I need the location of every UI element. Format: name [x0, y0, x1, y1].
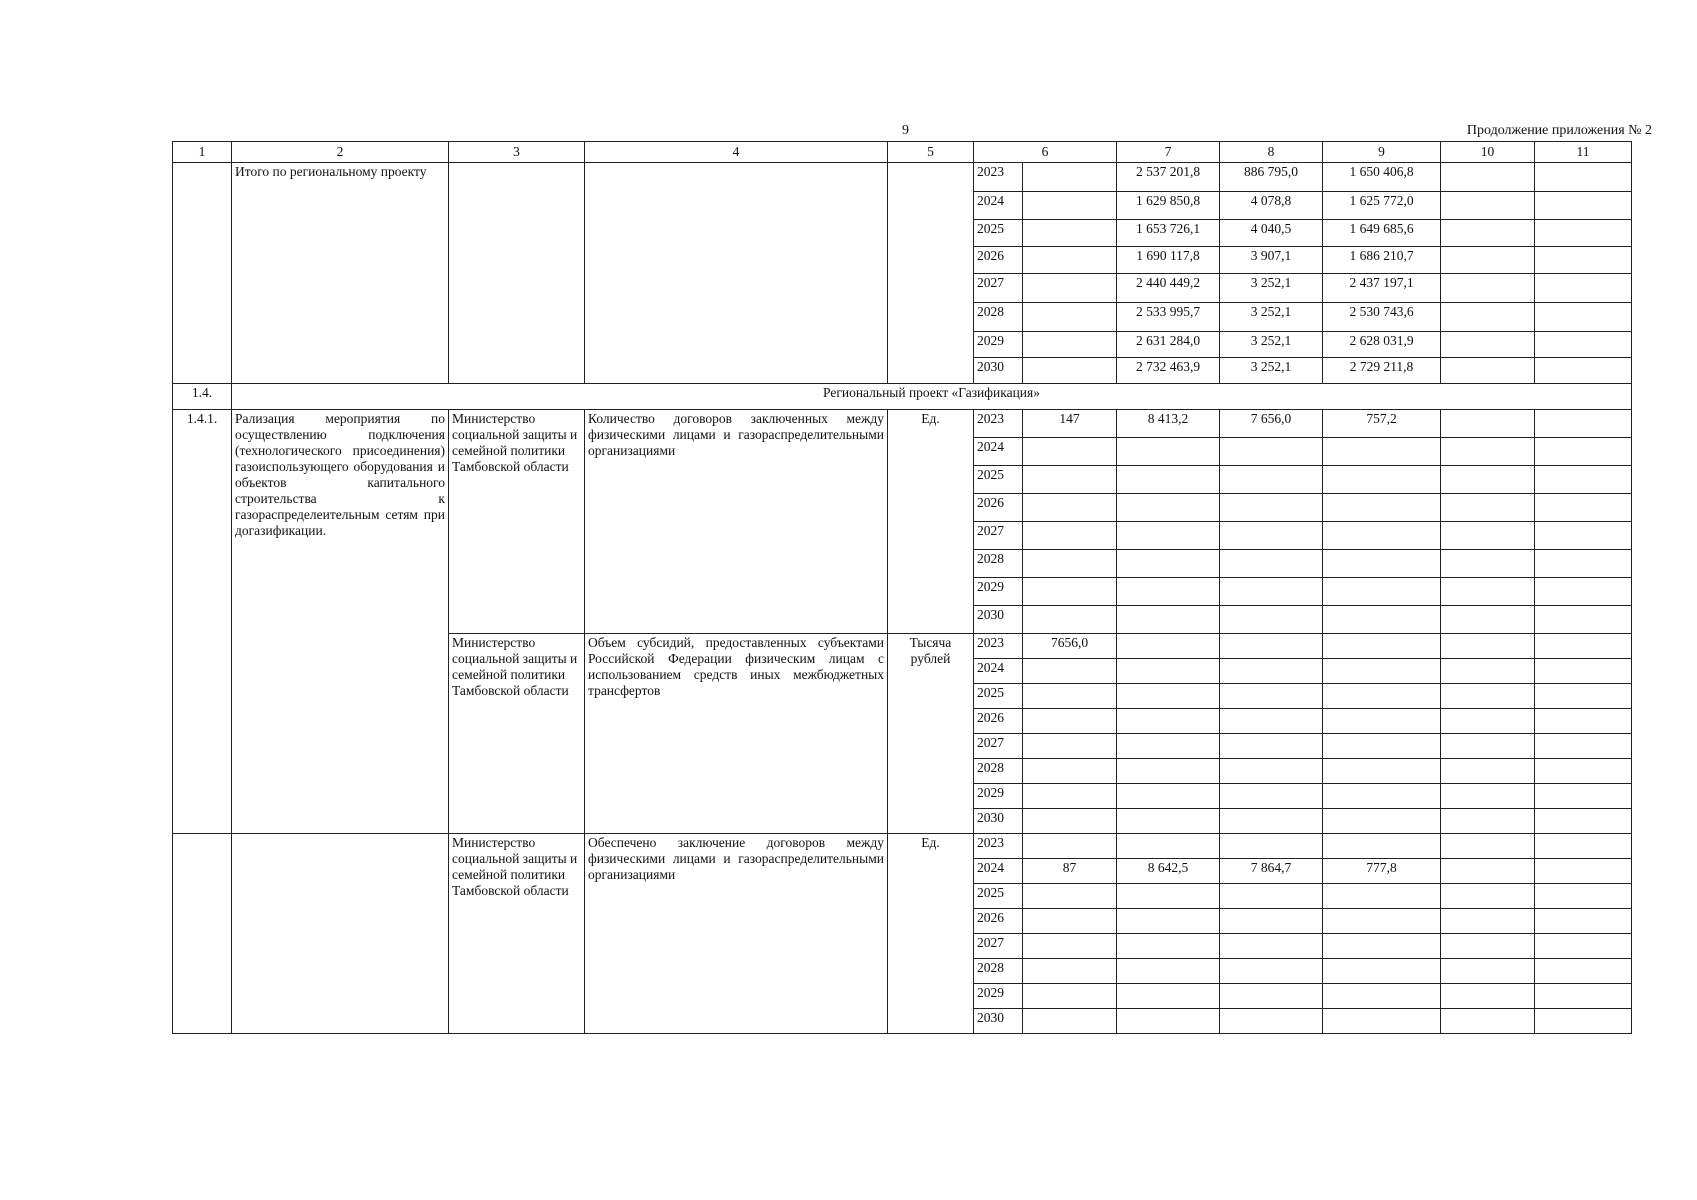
value-cell-c6 — [1023, 163, 1117, 192]
value-cell-c6: 87 — [1023, 859, 1117, 884]
value-cell-c9 — [1323, 884, 1441, 909]
value-cell-c11 — [1535, 438, 1632, 466]
value-cell-c8 — [1220, 606, 1323, 634]
value-cell-c10 — [1441, 634, 1535, 659]
year-cell: 2030 — [974, 809, 1023, 834]
table-body — [173, 142, 1632, 1034]
header-cell: 3 — [449, 142, 585, 163]
value-cell-c6 — [1023, 303, 1117, 332]
value-cell-c7 — [1117, 550, 1220, 578]
summary-row — [173, 163, 1632, 192]
value-cell-c10 — [1441, 522, 1535, 550]
value-cell-c6 — [1023, 247, 1117, 274]
year-cell: 2023 — [974, 834, 1023, 859]
year-cell: 2025 — [974, 884, 1023, 909]
value-cell-c11 — [1535, 734, 1632, 759]
value-cell-c9 — [1323, 684, 1441, 709]
value-cell-c11 — [1535, 809, 1632, 834]
value-cell-c6 — [1023, 934, 1117, 959]
value-cell-c10 — [1441, 934, 1535, 959]
value-cell-c10 — [1441, 220, 1535, 247]
value-cell-c9 — [1323, 809, 1441, 834]
year-cell: 2025 — [974, 220, 1023, 247]
value-cell-c9 — [1323, 659, 1441, 684]
value-cell-c7: 2 533 995,7 — [1117, 303, 1220, 332]
value-cell-c9 — [1323, 984, 1441, 1009]
value-cell-c10 — [1441, 959, 1535, 984]
indicator-cell: Количество договоров заключенных между физическими лицами и газораспределительными организациями — [585, 410, 888, 634]
value-cell-c11 — [1535, 247, 1632, 274]
value-cell-c9 — [1323, 959, 1441, 984]
value-cell-c10 — [1441, 550, 1535, 578]
value-cell-c6: 7656,0 — [1023, 634, 1117, 659]
value-cell-c9 — [1323, 759, 1441, 784]
value-cell-c9 — [1323, 709, 1441, 734]
value-cell-c7 — [1117, 784, 1220, 809]
value-cell-c8 — [1220, 909, 1323, 934]
year-cell: 2024 — [974, 659, 1023, 684]
value-cell-c7 — [1117, 522, 1220, 550]
header-row — [173, 142, 1632, 163]
value-cell-c7: 2 440 449,2 — [1117, 274, 1220, 303]
value-cell-c11 — [1535, 163, 1632, 192]
value-cell-c6 — [1023, 1009, 1117, 1034]
value-cell-c7 — [1117, 1009, 1220, 1034]
value-cell-c11 — [1535, 984, 1632, 1009]
value-cell-c7 — [1117, 884, 1220, 909]
value-cell-c10 — [1441, 578, 1535, 606]
value-cell-c6 — [1023, 909, 1117, 934]
value-cell-c7: 2 631 284,0 — [1117, 332, 1220, 358]
value-cell-c11 — [1535, 220, 1632, 247]
value-cell-c9 — [1323, 578, 1441, 606]
value-cell-c10 — [1441, 784, 1535, 809]
value-cell-c7 — [1117, 466, 1220, 494]
year-cell: 2023 — [974, 410, 1023, 438]
year-cell: 2026 — [974, 709, 1023, 734]
year-cell: 2029 — [974, 984, 1023, 1009]
value-cell-c11 — [1535, 1009, 1632, 1034]
value-cell-c7: 2 732 463,9 — [1117, 358, 1220, 384]
program-table — [172, 141, 1632, 1034]
value-cell-c6 — [1023, 984, 1117, 1009]
value-cell-c10 — [1441, 909, 1535, 934]
value-cell-c10 — [1441, 438, 1535, 466]
header-cell: 11 — [1535, 142, 1632, 163]
year-cell: 2023 — [974, 163, 1023, 192]
value-cell-c10 — [1441, 834, 1535, 859]
continuation-note: Продолжение приложения № 2 — [1466, 123, 1652, 138]
value-cell-c9: 2 628 031,9 — [1323, 332, 1441, 358]
value-cell-c11 — [1535, 606, 1632, 634]
value-cell-c10 — [1441, 466, 1535, 494]
value-cell-c8 — [1220, 884, 1323, 909]
value-cell-c8 — [1220, 578, 1323, 606]
value-cell-c9: 1 650 406,8 — [1323, 163, 1441, 192]
item-number-cell — [173, 834, 232, 1034]
value-cell-c8 — [1220, 494, 1323, 522]
value-cell-c7 — [1117, 759, 1220, 784]
value-cell-c8: 3 252,1 — [1220, 274, 1323, 303]
header-cell: 7 — [1117, 142, 1220, 163]
value-cell-c6 — [1023, 684, 1117, 709]
year-cell: 2027 — [974, 522, 1023, 550]
indicator-row — [173, 410, 1632, 438]
executor-cell: Министерство социальной защиты и семейной политики Тамбовской области — [449, 634, 585, 834]
value-cell-c11 — [1535, 358, 1632, 384]
header-cell: 1 — [173, 142, 232, 163]
value-cell-c9 — [1323, 734, 1441, 759]
year-cell: 2028 — [974, 303, 1023, 332]
value-cell-c7: 8 642,5 — [1117, 859, 1220, 884]
value-cell-c6 — [1023, 358, 1117, 384]
value-cell-c9 — [1323, 784, 1441, 809]
value-cell-c9: 777,8 — [1323, 859, 1441, 884]
value-cell-c6 — [1023, 659, 1117, 684]
value-cell-c8 — [1220, 1009, 1323, 1034]
value-cell-c11 — [1535, 884, 1632, 909]
year-cell: 2030 — [974, 358, 1023, 384]
value-cell-c11 — [1535, 834, 1632, 859]
value-cell-c8 — [1220, 934, 1323, 959]
year-cell: 2026 — [974, 909, 1023, 934]
year-cell: 2028 — [974, 759, 1023, 784]
value-cell-c11 — [1535, 410, 1632, 438]
value-cell-c9: 2 729 211,8 — [1323, 358, 1441, 384]
value-cell-c7 — [1117, 834, 1220, 859]
value-cell-c10 — [1441, 984, 1535, 1009]
value-cell-c10 — [1441, 659, 1535, 684]
year-cell: 2027 — [974, 274, 1023, 303]
year-cell: 2024 — [974, 859, 1023, 884]
value-cell-c8: 7 864,7 — [1220, 859, 1323, 884]
value-cell-c10 — [1441, 684, 1535, 709]
value-cell-c6 — [1023, 494, 1117, 522]
value-cell-c8: 3 252,1 — [1220, 303, 1323, 332]
year-cell: 2029 — [974, 578, 1023, 606]
indicator-row — [173, 834, 1632, 859]
year-cell: 2024 — [974, 192, 1023, 220]
item-number: 1.4.1. — [173, 410, 232, 834]
year-cell: 2028 — [974, 959, 1023, 984]
value-cell-c8 — [1220, 734, 1323, 759]
year-cell: 2030 — [974, 1009, 1023, 1034]
value-cell-c7 — [1117, 709, 1220, 734]
value-cell-c11 — [1535, 466, 1632, 494]
unit-cell: Ед. — [888, 410, 974, 634]
value-cell-c10 — [1441, 247, 1535, 274]
summary-label: Итого по региональному проекту — [232, 163, 449, 384]
value-cell-c6 — [1023, 884, 1117, 909]
header-cell: 5 — [888, 142, 974, 163]
value-cell-c7 — [1117, 578, 1220, 606]
value-cell-c11 — [1535, 550, 1632, 578]
value-cell-c9: 2 437 197,1 — [1323, 274, 1441, 303]
value-cell-c7 — [1117, 984, 1220, 1009]
value-cell-c7: 1 690 117,8 — [1117, 247, 1220, 274]
value-cell-c11 — [1535, 934, 1632, 959]
summary-number-cell — [173, 163, 232, 384]
value-cell-c8 — [1220, 684, 1323, 709]
value-cell-c6 — [1023, 466, 1117, 494]
value-cell-c9 — [1323, 494, 1441, 522]
value-cell-c9: 1 625 772,0 — [1323, 192, 1441, 220]
value-cell-c8 — [1220, 809, 1323, 834]
value-cell-c8: 3 252,1 — [1220, 332, 1323, 358]
value-cell-c11 — [1535, 759, 1632, 784]
header-cell: 10 — [1441, 142, 1535, 163]
value-cell-c9: 757,2 — [1323, 410, 1441, 438]
value-cell-c7 — [1117, 734, 1220, 759]
value-cell-c10 — [1441, 358, 1535, 384]
value-cell-c6 — [1023, 192, 1117, 220]
value-cell-c9: 1 649 685,6 — [1323, 220, 1441, 247]
value-cell-c9 — [1323, 438, 1441, 466]
header-cell: 6 — [974, 142, 1117, 163]
year-cell: 2027 — [974, 734, 1023, 759]
value-cell-c7 — [1117, 606, 1220, 634]
value-cell-c7 — [1117, 684, 1220, 709]
item-description: Рализация мероприятия по осуществлению подключения (технологического присоединения) газоиспользующего оборудования и объектов капитального строительства к газораспределеительным сетям при догазификации. — [232, 410, 449, 834]
value-cell-c6 — [1023, 834, 1117, 859]
value-cell-c9 — [1323, 934, 1441, 959]
value-cell-c10 — [1441, 759, 1535, 784]
value-cell-c6 — [1023, 709, 1117, 734]
indicator-cell: Обеспечено заключение договоров между физическими лицами и газораспределительными организациями — [585, 834, 888, 1034]
year-cell: 2029 — [974, 784, 1023, 809]
value-cell-c7 — [1117, 494, 1220, 522]
value-cell-c8 — [1220, 466, 1323, 494]
year-cell: 2025 — [974, 466, 1023, 494]
section-number: 1.4. — [173, 384, 232, 410]
value-cell-c6 — [1023, 809, 1117, 834]
value-cell-c8 — [1220, 438, 1323, 466]
value-cell-c6: 147 — [1023, 410, 1117, 438]
year-cell: 2029 — [974, 332, 1023, 358]
value-cell-c11 — [1535, 909, 1632, 934]
value-cell-c10 — [1441, 734, 1535, 759]
summary-executor-cell — [449, 163, 585, 384]
value-cell-c6 — [1023, 522, 1117, 550]
value-cell-c6 — [1023, 734, 1117, 759]
year-cell: 2023 — [974, 634, 1023, 659]
value-cell-c6 — [1023, 759, 1117, 784]
value-cell-c7 — [1117, 909, 1220, 934]
value-cell-c10 — [1441, 410, 1535, 438]
unit-cell: Ед. — [888, 834, 974, 1034]
header-cell: 4 — [585, 142, 888, 163]
value-cell-c11 — [1535, 859, 1632, 884]
value-cell-c9 — [1323, 550, 1441, 578]
value-cell-c11 — [1535, 332, 1632, 358]
header-cell: 2 — [232, 142, 449, 163]
value-cell-c8: 3 252,1 — [1220, 358, 1323, 384]
header-cell: 9 — [1323, 142, 1441, 163]
value-cell-c11 — [1535, 192, 1632, 220]
value-cell-c7: 1 653 726,1 — [1117, 220, 1220, 247]
value-cell-c9 — [1323, 1009, 1441, 1034]
value-cell-c6 — [1023, 606, 1117, 634]
executor-cell: Министерство социальной защиты и семейной политики Тамбовской области — [449, 410, 585, 634]
value-cell-c10 — [1441, 274, 1535, 303]
summary-unit-cell — [888, 163, 974, 384]
value-cell-c10 — [1441, 809, 1535, 834]
value-cell-c10 — [1441, 884, 1535, 909]
value-cell-c9 — [1323, 634, 1441, 659]
value-cell-c10 — [1441, 1009, 1535, 1034]
value-cell-c7 — [1117, 634, 1220, 659]
summary-indicator-cell — [585, 163, 888, 384]
value-cell-c8: 3 907,1 — [1220, 247, 1323, 274]
value-cell-c10 — [1441, 303, 1535, 332]
value-cell-c8 — [1220, 984, 1323, 1009]
year-cell: 2027 — [974, 934, 1023, 959]
year-cell: 2024 — [974, 438, 1023, 466]
value-cell-c10 — [1441, 163, 1535, 192]
value-cell-c7 — [1117, 809, 1220, 834]
value-cell-c8 — [1220, 550, 1323, 578]
value-cell-c7 — [1117, 934, 1220, 959]
year-cell: 2025 — [974, 684, 1023, 709]
section-title: Региональный проект «Газификация» — [232, 384, 1632, 410]
value-cell-c7: 1 629 850,8 — [1117, 192, 1220, 220]
value-cell-c6 — [1023, 438, 1117, 466]
indicator-cell: Объем субсидий, предоставленных субъектами Российской Федерации физическим лицам с использованием средств иных межбюджетных трансфертов — [585, 634, 888, 834]
value-cell-c9 — [1323, 606, 1441, 634]
value-cell-c9 — [1323, 834, 1441, 859]
value-cell-c8 — [1220, 959, 1323, 984]
year-cell: 2028 — [974, 550, 1023, 578]
value-cell-c8: 886 795,0 — [1220, 163, 1323, 192]
year-cell: 2026 — [974, 247, 1023, 274]
value-cell-c10 — [1441, 859, 1535, 884]
value-cell-c11 — [1535, 784, 1632, 809]
value-cell-c11 — [1535, 274, 1632, 303]
value-cell-c8: 4 040,5 — [1220, 220, 1323, 247]
value-cell-c6 — [1023, 332, 1117, 358]
value-cell-c6 — [1023, 220, 1117, 247]
value-cell-c10 — [1441, 332, 1535, 358]
value-cell-c7 — [1117, 659, 1220, 684]
value-cell-c8: 7 656,0 — [1220, 410, 1323, 438]
value-cell-c6 — [1023, 550, 1117, 578]
page-number: 9 — [902, 123, 909, 138]
item-description-cell — [232, 834, 449, 1034]
value-cell-c8 — [1220, 522, 1323, 550]
header-cell: 8 — [1220, 142, 1323, 163]
value-cell-c11 — [1535, 522, 1632, 550]
value-cell-c11 — [1535, 303, 1632, 332]
value-cell-c8 — [1220, 659, 1323, 684]
value-cell-c9 — [1323, 909, 1441, 934]
value-cell-c11 — [1535, 959, 1632, 984]
value-cell-c6 — [1023, 274, 1117, 303]
value-cell-c9 — [1323, 522, 1441, 550]
value-cell-c6 — [1023, 784, 1117, 809]
value-cell-c8 — [1220, 784, 1323, 809]
unit-cell: Тысяча рублей — [888, 634, 974, 834]
value-cell-c11 — [1535, 578, 1632, 606]
value-cell-c7: 2 537 201,8 — [1117, 163, 1220, 192]
value-cell-c8 — [1220, 634, 1323, 659]
value-cell-c10 — [1441, 709, 1535, 734]
value-cell-c7: 8 413,2 — [1117, 410, 1220, 438]
value-cell-c7 — [1117, 438, 1220, 466]
year-cell: 2026 — [974, 494, 1023, 522]
year-cell: 2030 — [974, 606, 1023, 634]
value-cell-c9: 2 530 743,6 — [1323, 303, 1441, 332]
value-cell-c11 — [1535, 494, 1632, 522]
executor-cell: Министерство социальной защиты и семейной политики Тамбовской области — [449, 834, 585, 1034]
value-cell-c11 — [1535, 684, 1632, 709]
value-cell-c10 — [1441, 606, 1535, 634]
value-cell-c7 — [1117, 959, 1220, 984]
value-cell-c6 — [1023, 959, 1117, 984]
value-cell-c8 — [1220, 709, 1323, 734]
value-cell-c11 — [1535, 709, 1632, 734]
value-cell-c9: 1 686 210,7 — [1323, 247, 1441, 274]
section-row — [173, 384, 1632, 410]
value-cell-c11 — [1535, 659, 1632, 684]
value-cell-c8 — [1220, 759, 1323, 784]
value-cell-c6 — [1023, 578, 1117, 606]
value-cell-c11 — [1535, 634, 1632, 659]
value-cell-c8 — [1220, 834, 1323, 859]
value-cell-c10 — [1441, 494, 1535, 522]
value-cell-c10 — [1441, 192, 1535, 220]
value-cell-c9 — [1323, 466, 1441, 494]
value-cell-c8: 4 078,8 — [1220, 192, 1323, 220]
